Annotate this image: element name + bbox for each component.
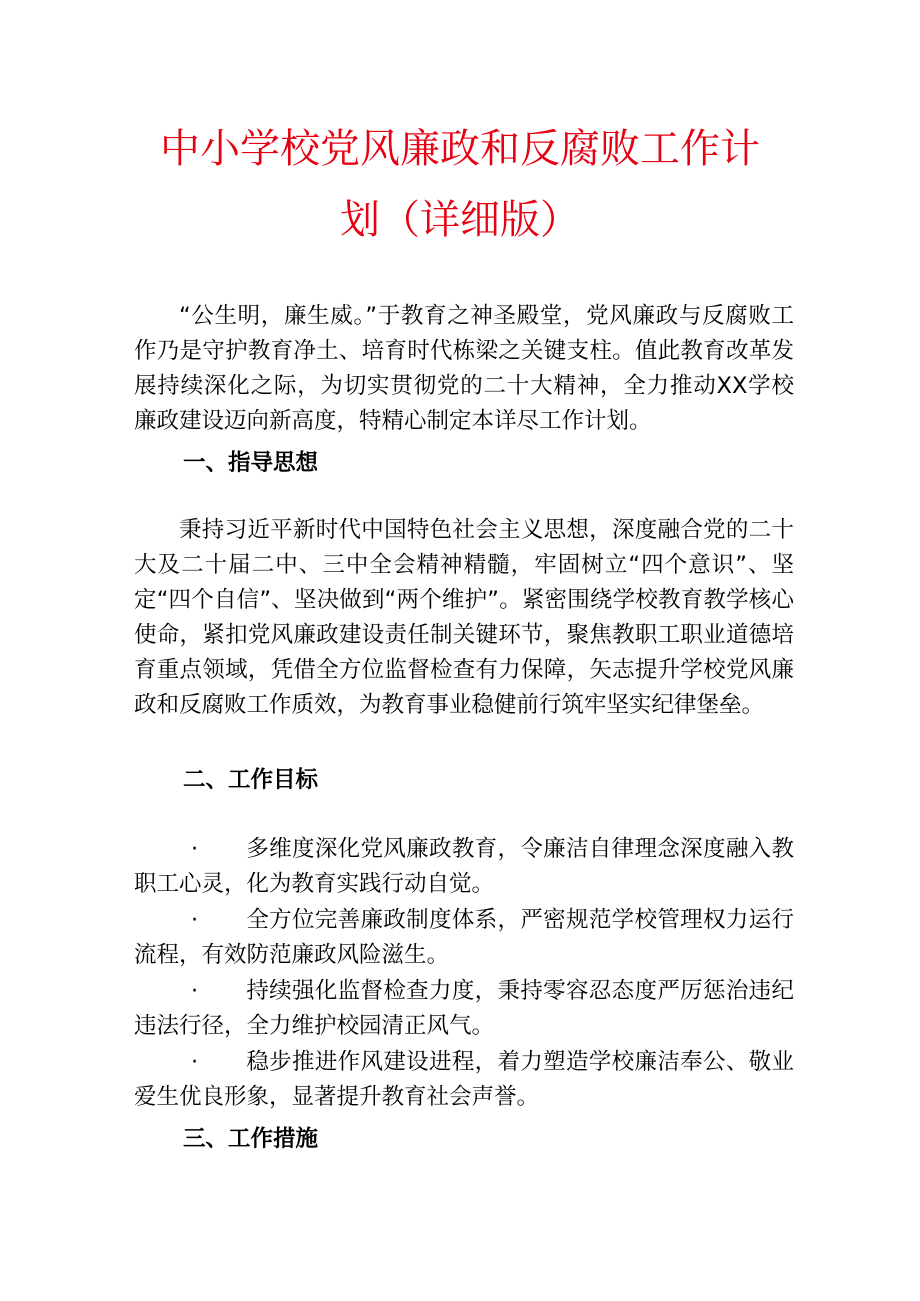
document-title-line-2: 划（详细版） [340, 197, 580, 243]
bullet-dot-icon: · [191, 978, 199, 1004]
document-title-line-1: 中小学校党风廉政和反腐败工作计 [160, 126, 760, 172]
work-goal-item [134, 974, 794, 1044]
work-goal-item [134, 1045, 794, 1115]
work-goal-text: 持续强化监督检查力度，秉持零容忍态度严厉惩治违纪违法行径，全力维护校园清正风气。 [134, 978, 794, 1039]
bullet-dot-icon: · [191, 907, 199, 933]
bullet-dot-icon: · [191, 1049, 199, 1075]
section-heading-guiding-ideology: 一、指导思想 [183, 450, 319, 476]
intro-paragraph: “公生明，廉生威。”于教育之神圣殿堂，党风廉政与反腐败工作乃是守护教育净土、培育时代栋梁之关键支柱。值此教育改革发展持续深化之际，为切实贯彻党的二十大精神，全力推动XX学校廉政建设迈向新高度，特精心制定本详尽工作计划。 [134, 303, 794, 434]
work-goal-item [134, 903, 794, 973]
work-goal-text: 稳步推进作风建设进程，着力塑造学校廉洁奉公、敬业爱生优良形象，显著提升教育社会声誉。 [134, 1049, 794, 1110]
section-heading-work-measures: 三、工作措施 [183, 1126, 319, 1152]
bullet-dot-icon: · [191, 836, 199, 862]
work-goal-item [134, 832, 794, 902]
section-heading-work-goals: 二、工作目标 [183, 767, 319, 793]
guiding-ideology-paragraph: 秉持习近平新时代中国特色社会主义思想，深度融合党的二十大及二十届二中、三中全会精神精髓，牢固树立“四个意识”、坚定“四个自信”、坚决做到“两个维护”。紧密围绕学校教育教学核心使命，紧扣党风廉政建设责任制关键环节，聚焦教职工职业道德培育重点领域，凭借全方位监督检查有力保障，矢志提升学校党风廉政和反腐败工作质效，为教育事业稳健前行筑牢坚实纪律堡垒。 [134, 517, 794, 718]
work-goal-text: 多维度深化党风廉政教育，令廉洁自律理念深度融入教职工心灵，化为教育实践行动自觉。 [134, 836, 794, 897]
work-goal-text: 全方位完善廉政制度体系，严密规范学校管理权力运行流程，有效防范廉政风险滋生。 [134, 907, 794, 968]
